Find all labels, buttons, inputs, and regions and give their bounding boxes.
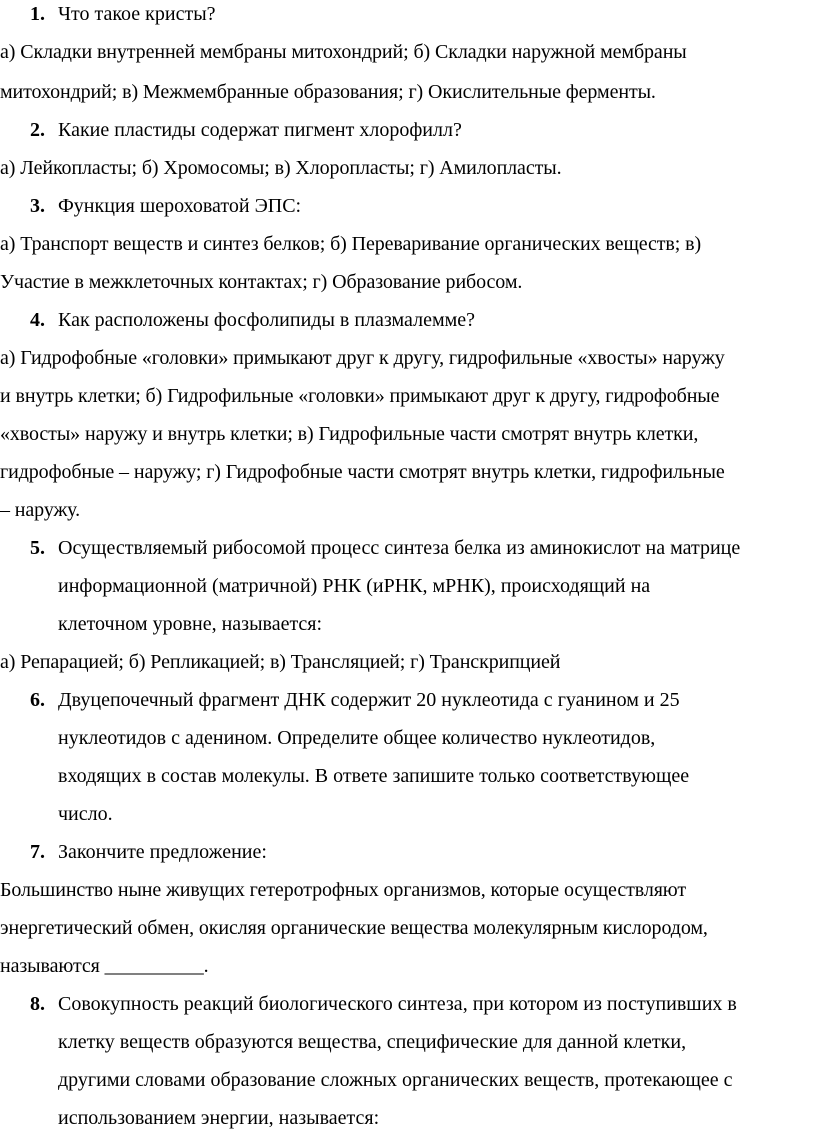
answer-line: митохондрий; в) Межмембранные образования; г) Окислительные ферменты. (0, 81, 656, 103)
question-number: 7. (30, 841, 45, 863)
answer-line: и внутрь клетки; б) Гидрофильные «головки» примыкают друг к другу, гидрофобные (0, 385, 720, 407)
question-text: Как расположены фосфолипиды в плазмалемме? (58, 309, 476, 331)
answer-line: а) Лейкопласты; б) Хромосомы; в) Хлоропласты; г) Амилопласты. (0, 157, 562, 179)
answer-line: а) Гидрофобные «головки» примыкают друг к другу, гидрофильные «хвосты» наружу (0, 347, 725, 369)
question-text-line: Совокупность реакций биологического синтеза, при котором из поступивших в (58, 993, 737, 1015)
question-text-line: входящих в состав молекулы. В ответе запишите только соответствующее (58, 765, 690, 787)
question-number: 8. (30, 993, 45, 1015)
answer-line: а) Транспорт веществ и синтез белков; б) Переваривание органических веществ; в) (0, 233, 702, 255)
question-text-line: информационной (матричной) РНК (иРНК, мРНК), происходящий на (58, 575, 651, 597)
answer-line: Участие в межклеточных контактах; г) Образование рибосом. (0, 271, 523, 293)
question-text-line: другими словами образование сложных органических веществ, протекающее с (58, 1069, 733, 1091)
question-text-line: число. (58, 803, 113, 825)
question-number: 2. (30, 119, 45, 141)
question-text-line: Двуцепочечный фрагмент ДНК содержит 20 нуклеотида с гуанином и 25 (58, 689, 680, 711)
question-text: Какие пластиды содержат пигмент хлорофилл? (58, 119, 462, 141)
answer-line: называются __________. (0, 955, 209, 977)
question-text-line: клеточном уровне, называется: (58, 613, 323, 635)
question-number: 6. (30, 689, 45, 711)
question-number: 5. (30, 537, 45, 559)
answer-line: «хвосты» наружу и внутрь клетки; в) Гидрофильные части смотрят внутрь клетки, (0, 423, 699, 445)
question-text: Функция шероховатой ЭПС: (58, 195, 302, 217)
question-number: 3. (30, 195, 45, 217)
answer-line: энергетический обмен, окисляя органические вещества молекулярным кислородом, (0, 917, 708, 939)
question-text-line: нуклеотидов с аденином. Определите общее количество нуклеотидов, (58, 727, 656, 749)
question-number: 1. (30, 3, 45, 25)
question-text-line: использованием энергии, называется: (58, 1107, 380, 1129)
answer-line: гидрофобные – наружу; г) Гидрофобные части смотрят внутрь клетки, гидрофильные (0, 461, 725, 483)
question-text-line: Осуществляемый рибосомой процесс синтеза белка из аминокислот на матрице (58, 537, 741, 559)
answer-line: – наружу. (0, 499, 80, 521)
answer-line: Большинство ныне живущих гетеротрофных организмов, которые осуществляют (0, 879, 687, 901)
answer-line: а) Складки внутренней мембраны митохондрий; б) Складки наружной мембраны (0, 41, 687, 63)
question-number: 4. (30, 309, 45, 331)
answer-line: а) Репарацией; б) Репликацией; в) Трансляцией; г) Транскрипцией (0, 651, 561, 673)
question-text: Что такое кристы? (58, 3, 216, 25)
question-text: Закончите предложение: (58, 841, 267, 863)
question-text-line: клетку веществ образуются вещества, специфические для данной клетки, (58, 1031, 687, 1053)
